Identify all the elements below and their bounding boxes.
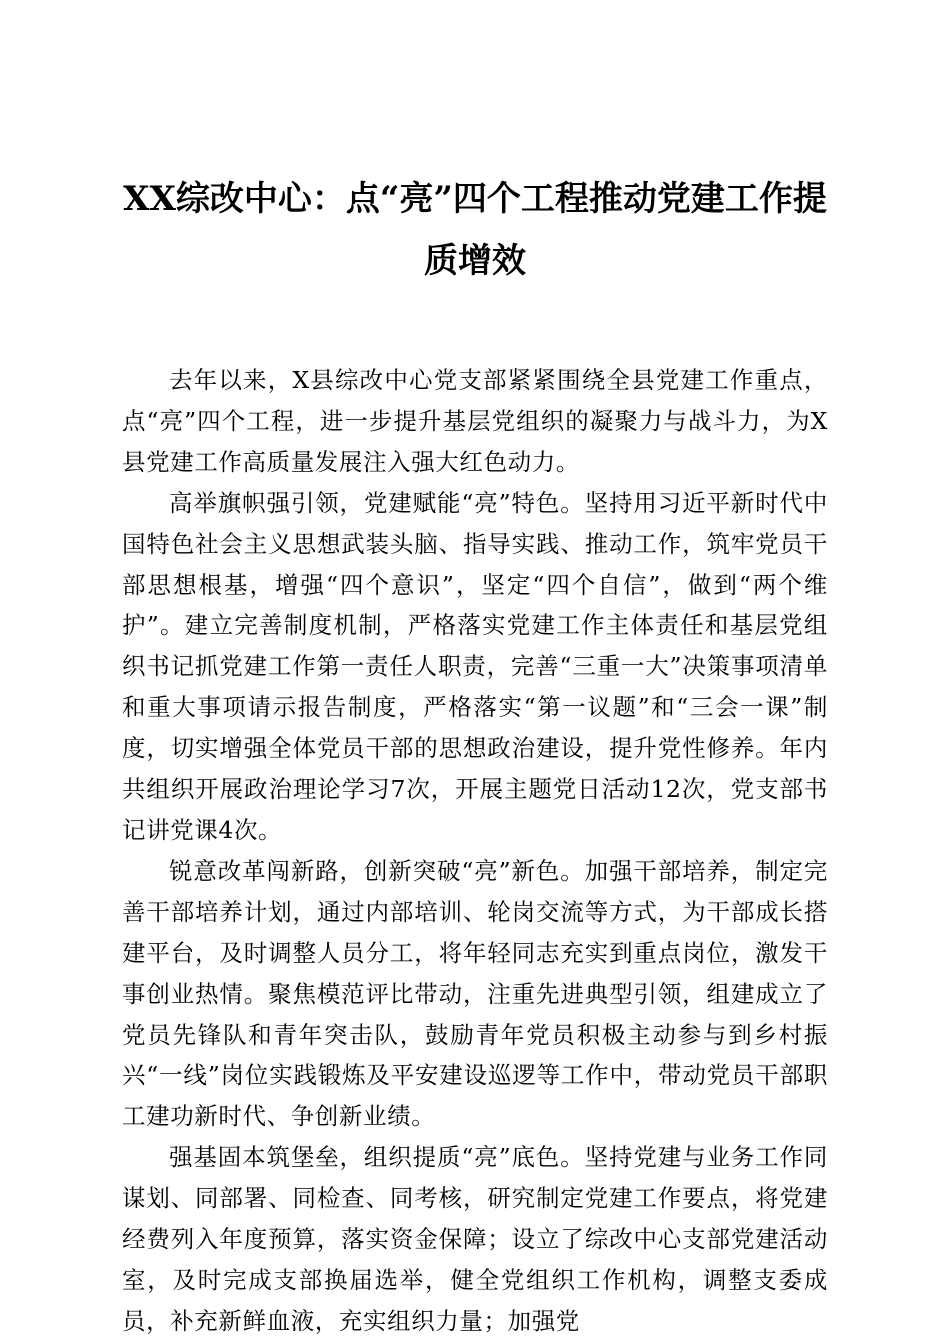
paragraph-leadership: 高举旗帜强引领，党建赋能“亮”特色。坚持用习近平新时代中国特色社会主义思想武装头脑、指导实践、推动工作，筑牢党员干部思想根基，增强“四个意识”，坚定“四个自信”，做到“两个维护”。建立完善制度机制，严格落实党建工作主体责任和基层党组织书记抓党建工作第一责任人职责，完善“三重一大”决策事项清单和重大事项请示报告制度，严格落实“第一议题”和“三会一课”制度，切实增强全体党员干部的思想政治建设，提升党性修养。年内共组织开展政治理论学习7次，开展主题党日活动12次，党支部书记讲党课4次。	[122, 488, 828, 844]
document-title: XX综改中心：点“亮”四个工程推动党建工作提质增效	[123, 179, 827, 281]
paragraph-intro: 去年以来，X县综改中心党支部紧紧围绕全县党建工作重点，点“亮”四个工程，进一步提升基层党组织的凝聚力与战斗力，为X县党建工作高质量发展注入强大红色动力。	[122, 366, 828, 476]
document-body	[122, 360, 828, 1342]
paragraph-reform: 锐意改革闯新路，创新突破“亮”新色。加强干部培养，制定完善干部培养计划，通过内部培训、轮岗交流等方式，为干部成长搭建平台，及时调整人员分工，将年轻同志充实到重点岗位，激发干事创业热情。聚焦模范评比带动，注重先进典型引领，组建成立了党员先锋队和青年突击队，鼓励青年党员积极主动参与到乡村振兴“一线”岗位实践锻炼及平安建设巡逻等工作中，带动党员干部职工建功新时代、争创新业绩。	[122, 856, 828, 1131]
paragraph-organization: 强基固本筑堡垒，组织提质“亮”底色。坚持党建与业务工作同谋划、同部署、同检查、同考核，研究制定党建工作要点，将党建经费列入年度预算，落实资金保障；设立了综改中心支部党建活动室，及时完成支部换届选举，健全党组织工作机构，调整支委成员，补充新鲜血液，充实组织力量；加强党	[122, 1143, 828, 1335]
